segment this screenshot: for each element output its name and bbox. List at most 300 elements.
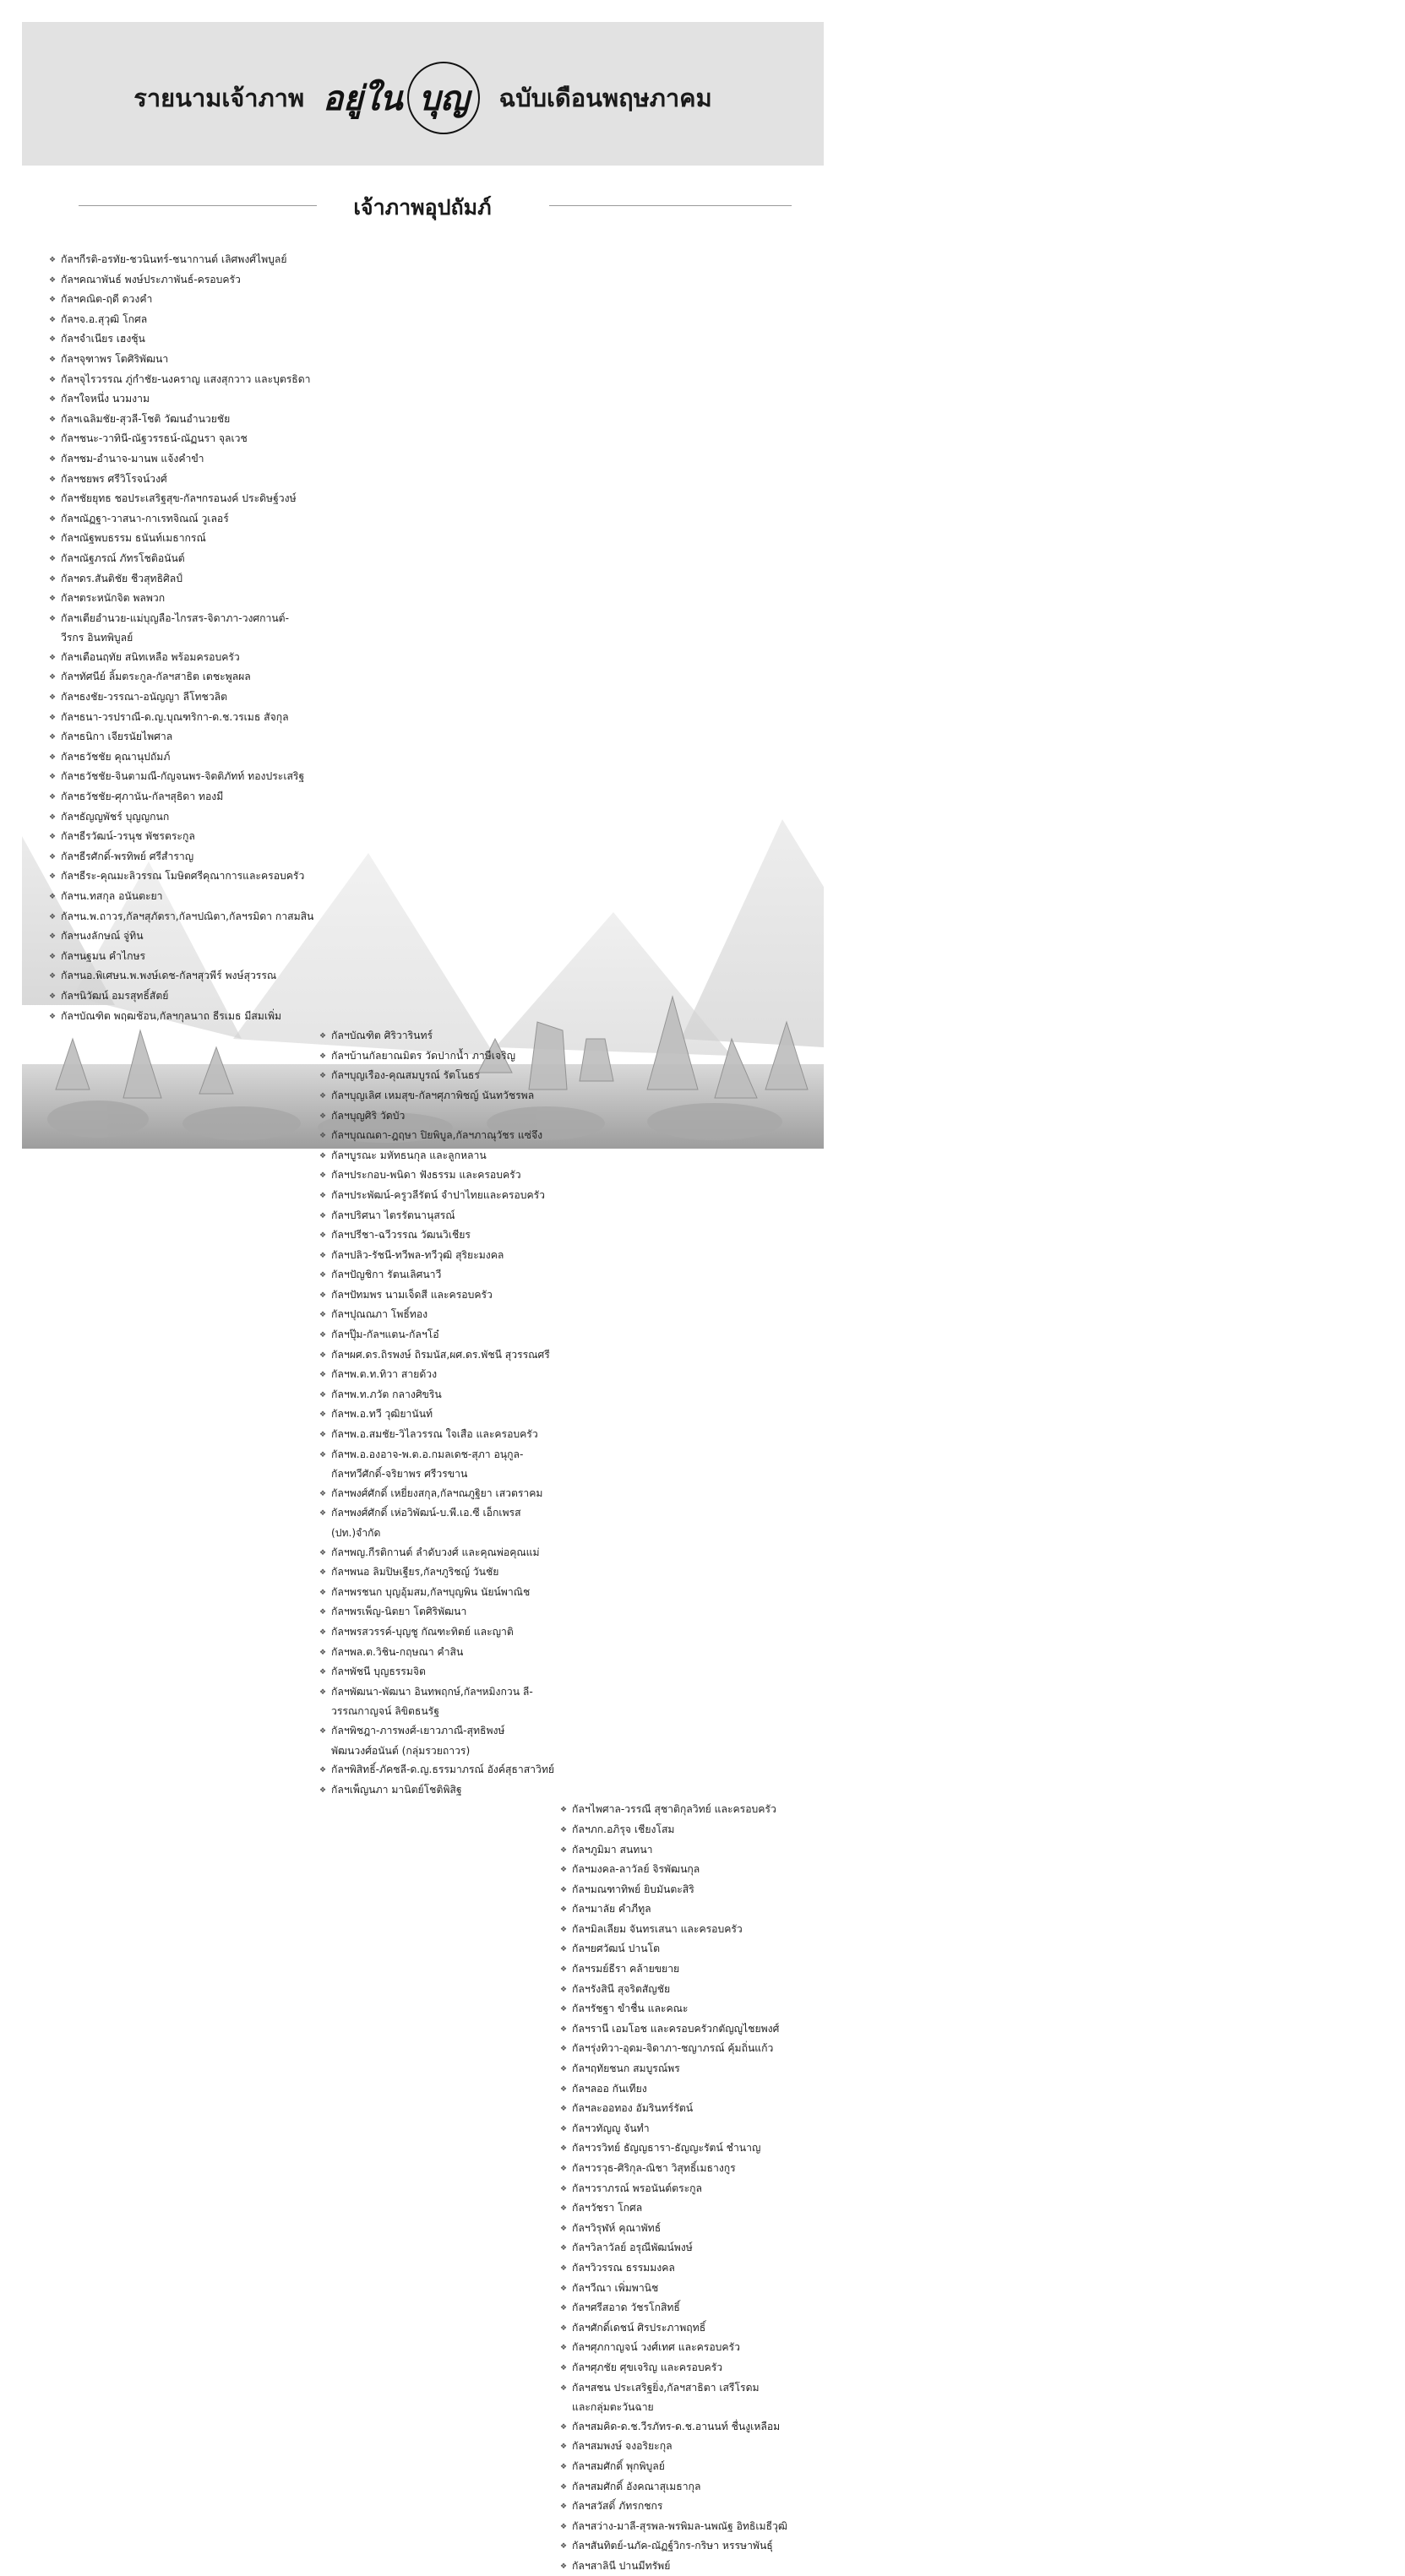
sponsor-entry <box>560 1800 1405 1820</box>
sponsor-name: วรรณกาญจน์ ลิขิตธนรัฐ <box>331 1705 439 1718</box>
sponsor-entry-continuation <box>319 1465 1164 1484</box>
sponsor-entry <box>49 270 894 291</box>
diamond-bullet-icon: ❖ <box>560 2522 568 2531</box>
sponsor-entry <box>560 1920 1405 1940</box>
sponsor-name: กัลฯบ้านกัลยาณมิตร วัดปากน้ำ ภาษีเจริญ <box>331 1049 516 1062</box>
sponsor-entry <box>560 2258 1405 2279</box>
sponsor-entry <box>49 290 894 310</box>
sponsor-entry <box>319 1345 1164 1366</box>
sponsor-entry <box>49 470 894 490</box>
diamond-bullet-icon: ❖ <box>560 2383 568 2393</box>
sponsor-name: กัลฯวทัญญู จันทำ <box>572 2122 650 2134</box>
sponsor-entry <box>319 1543 1164 1563</box>
sponsor-name: กัลฯพ.ท.ภวัต กลางศิขริน <box>331 1388 442 1400</box>
sponsor-entry <box>319 1643 1164 1663</box>
diamond-bullet-icon: ❖ <box>49 315 57 324</box>
sponsor-entry <box>49 867 894 887</box>
diamond-bullet-icon: ❖ <box>319 1588 327 1597</box>
sponsor-name: กัลฯพิชฎา-ภารพงศ์-เยาวภาณี-สุทธิพงษ์ <box>331 1724 505 1736</box>
sponsor-name: กัลฯจุไรวรรณ ภู่กำชัย-นงคราญ แสงสุกวาว และบุตรธิดา <box>61 372 311 385</box>
diamond-bullet-icon: ❖ <box>49 833 57 842</box>
diamond-bullet-icon: ❖ <box>560 2482 568 2492</box>
sponsor-name: กัลฯทัศนีย์ ลิ้มตระกูล-กัลฯสาธิต เตชะพูลผล <box>61 671 251 683</box>
diamond-bullet-icon: ❖ <box>560 2065 568 2074</box>
diamond-bullet-icon: ❖ <box>560 1905 568 1915</box>
diamond-bullet-icon: ❖ <box>560 2462 568 2471</box>
sponsor-name: กัลฯวรวุธ-ศิริกุล-ณิชา วิสุทธิ์เมธางกูร <box>572 2162 736 2174</box>
sponsor-entry <box>319 1760 1164 1780</box>
sponsor-name: กัลฯธีรศักดิ์-พรทิพย์ ศรีสำราญ <box>61 850 194 862</box>
sponsor-entry <box>319 1662 1164 1682</box>
diamond-bullet-icon: ❖ <box>319 1726 327 1736</box>
sponsor-entry-continuation <box>319 1524 1164 1543</box>
sponsor-entry <box>49 549 894 569</box>
sponsor-entry <box>319 1780 1164 1801</box>
sponsor-entry <box>560 2279 1405 2299</box>
sponsor-entry <box>319 1026 1164 1046</box>
diamond-bullet-icon: ❖ <box>319 1568 327 1578</box>
sponsor-name: กัลฯบูรณะ มหัทธนกุล และลูกหลาน <box>331 1149 487 1161</box>
diamond-bullet-icon: ❖ <box>319 1211 327 1220</box>
diamond-bullet-icon: ❖ <box>319 1648 327 1657</box>
diamond-bullet-icon: ❖ <box>560 1985 568 1994</box>
sponsor-entry <box>319 1583 1164 1603</box>
sponsor-entry <box>560 2477 1405 2497</box>
sponsor-name: กัลฯภก.อภิรุจ เชียงโสม <box>572 1823 675 1835</box>
header-banner <box>22 22 824 166</box>
sponsor-name: กัลฯคณาพันธ์ พงษ์ประภาพันธ์-ครอบครัว <box>61 273 241 285</box>
sponsor-name: กัลฯจำเนียร เฮงชุ้น <box>61 333 145 345</box>
sponsor-name: กัลฯปริศนา ไตรรัตนานุสรณ์ <box>331 1209 455 1221</box>
diamond-bullet-icon: ❖ <box>319 1052 327 1061</box>
sponsor-name: กัลฯเตือนฤทัย สนิทเหลือ พร้อมครอบครัว <box>61 650 240 663</box>
diamond-bullet-icon: ❖ <box>49 992 57 1001</box>
sponsor-name: กัลฯฤทัยชนก สมบูรณ์พร <box>572 2062 680 2075</box>
sponsor-name: กัลฯพัชนี บุญธรรมจิต <box>331 1666 426 1678</box>
sponsor-name: กัลฯพล.ต.วิชิน-กฤษณา คำสิน <box>331 1645 464 1658</box>
sponsor-entry <box>319 1365 1164 1385</box>
sponsor-entry <box>560 2338 1405 2358</box>
sponsor-name: กัลฯพิสิทธิ์-ภัคชลี-ด.ญ.ธรรมาภรณ์ อังค์สุธาสาวิทย์ <box>331 1764 555 1776</box>
diamond-bullet-icon: ❖ <box>319 1687 327 1697</box>
diamond-bullet-icon: ❖ <box>560 2204 568 2214</box>
sponsor-entry <box>560 1860 1405 1880</box>
diamond-bullet-icon: ❖ <box>49 812 57 822</box>
sponsor-entry <box>49 389 894 410</box>
sponsor-name: กัลฯวิลาวัลย์ อรุณีพัฒน์พงษ์ <box>572 2242 693 2254</box>
diamond-bullet-icon: ❖ <box>49 713 57 722</box>
diamond-bullet-icon: ❖ <box>560 2363 568 2372</box>
sponsor-entry <box>49 429 894 449</box>
diamond-bullet-icon: ❖ <box>560 1825 568 1834</box>
sponsor-entry <box>319 1186 1164 1206</box>
sponsor-name: กัลฯพงศ์ศักดิ์ เห่อวิพัฒน์-บ.พี.เอ.ซี เอ็กเพรส <box>331 1507 521 1519</box>
diamond-bullet-icon: ❖ <box>319 1271 327 1280</box>
sponsor-entry <box>560 2179 1405 2199</box>
sponsor-entry <box>319 1106 1164 1127</box>
sponsor-name: กัลฯบุญศิริ วัดบัว <box>331 1109 406 1122</box>
sponsor-entry <box>49 648 894 668</box>
sponsor-entry <box>49 787 894 807</box>
diamond-bullet-icon: ❖ <box>49 256 57 264</box>
sponsor-name: กัลฯวราภรณ์ พรอนันต์ตระกูล <box>572 2182 703 2194</box>
diamond-bullet-icon: ❖ <box>319 1111 327 1121</box>
sponsor-entry <box>560 2536 1405 2557</box>
diamond-bullet-icon: ❖ <box>560 2005 568 2014</box>
sponsor-name: กัลฯนฐมน คำไกษร <box>61 949 146 962</box>
sponsor-entry <box>560 2318 1405 2339</box>
sponsor-entry <box>49 986 894 1007</box>
diamond-bullet-icon: ❖ <box>49 435 57 444</box>
sponsor-entry <box>560 2019 1405 2040</box>
sponsor-name: กัลฯปลิว-รัชนี-ทวีพล-ทวีวุฒิ สุริยะมงคล <box>331 1248 504 1261</box>
sponsor-name: กัลฯรังสินี สุจริตสัญชัย <box>572 1982 671 1995</box>
sponsor-entry <box>319 1405 1164 1425</box>
diamond-bullet-icon: ❖ <box>319 1489 327 1498</box>
diamond-bullet-icon: ❖ <box>49 535 57 544</box>
sponsor-entry <box>319 1602 1164 1622</box>
sponsor-name: กัลฯพ.อ.องอาจ-พ.ต.อ.กมลเดช-สุภา อนุกูล- <box>331 1448 524 1460</box>
sponsor-name: กัลฯดร.สันติชัย ชีวสุทธิศิลป์ <box>61 572 182 584</box>
header-right-title: ฉบับเดือนพฤษภาคม <box>498 84 712 112</box>
diamond-bullet-icon: ❖ <box>319 1350 327 1360</box>
diamond-bullet-icon: ❖ <box>319 1431 327 1440</box>
diamond-bullet-icon: ❖ <box>319 1766 327 1775</box>
diamond-bullet-icon: ❖ <box>319 1628 327 1637</box>
sponsor-entry <box>319 1721 1164 1742</box>
diamond-bullet-icon: ❖ <box>49 375 57 384</box>
sponsor-entry <box>319 1305 1164 1325</box>
diamond-bullet-icon: ❖ <box>49 574 57 584</box>
sponsor-entry <box>560 2298 1405 2318</box>
sponsor-name: กัลฯพัฒนา-พัฒนา อินทพฤกษ์,กัลฯหมิงกวน ลี- <box>331 1685 533 1698</box>
sponsor-name: กัลฯชยพร ศรีวิโรจน์วงศ์ <box>61 472 167 485</box>
sponsor-entry <box>560 2378 1405 2399</box>
diamond-bullet-icon: ❖ <box>560 2443 568 2452</box>
diamond-bullet-icon: ❖ <box>49 733 57 742</box>
sponsor-name: กัลฯใจหนึ่ง นวมงาม <box>61 393 150 405</box>
sponsor-name: กัลฯเตียอำนวย-แม่บุญลือ-ไกรสร-จิดาภา-วงศกานต์- <box>61 611 289 624</box>
sponsor-entry <box>560 2557 1405 2576</box>
sponsor-entry <box>49 907 894 927</box>
sponsor-name: กัลฯศรีสอาด วัชรโกสิทธิ์ <box>572 2302 680 2314</box>
sponsor-entry <box>319 1126 1164 1146</box>
diamond-bullet-icon: ❖ <box>49 653 57 662</box>
sponsor-name: กัลฯผศ.ดร.ถิรพงษ์ ถิรมนัส,ผศ.ดร.พัชนี สุวรรณศรี <box>331 1348 550 1361</box>
sponsor-name: กัลฯลออ กันเทียง <box>572 2082 647 2095</box>
logo-circle-text: บุญ <box>418 79 470 118</box>
sponsor-name: กัลฯวัชรา โกศล <box>572 2202 643 2215</box>
sponsor-entry <box>49 966 894 986</box>
sponsor-entry-continuation <box>560 2398 1405 2417</box>
diamond-bullet-icon: ❖ <box>560 1845 568 1855</box>
diamond-bullet-icon: ❖ <box>319 1151 327 1160</box>
sponsor-name: กัลฯชม-อำนาจ-มานพ แจ้งคำขำ <box>61 452 204 465</box>
sponsor-name: กัลฯศักดิ์เดชน์ ศิรประภาพฤทธิ์ <box>572 2321 706 2334</box>
sponsor-name: กัลฯมาลัย คำภีทูล <box>572 1903 651 1916</box>
sponsor-name: กัลฯบุญเรือง-คุณสมบูรณ์ รัตโนธร <box>331 1069 480 1082</box>
diamond-bullet-icon: ❖ <box>319 1390 327 1399</box>
sponsor-entry <box>319 1246 1164 1266</box>
sponsor-name: กัลฯรมย์ธีรา คล้ายขยาย <box>572 1963 680 1975</box>
sponsor-name: กัลฯพ.ต.ท.ทิวา สายด้วง <box>331 1368 438 1381</box>
sponsor-name: กัลฯธัญญพัชร์ บุญญกนก <box>61 810 170 823</box>
sponsor-entry <box>319 1682 1164 1703</box>
diamond-bullet-icon: ❖ <box>49 773 57 782</box>
sponsor-name: กัลฯจุฑาพร โตศิริพัฒนา <box>61 352 169 365</box>
diamond-bullet-icon: ❖ <box>319 1091 327 1101</box>
sponsor-name: กัลฯเพ็ญนภา มานิตย์โชติพิสิฐ <box>331 1783 462 1796</box>
diamond-bullet-icon: ❖ <box>319 1231 327 1241</box>
sponsor-column-1 <box>49 250 894 1026</box>
sponsor-name: กัลฯวรวิทย์ ธัญญธารา-ธัญญะรัตน์ ชำนาญ <box>572 2142 761 2155</box>
diamond-bullet-icon: ❖ <box>49 893 57 901</box>
sponsor-entry <box>319 1146 1164 1166</box>
sponsor-entry <box>560 2517 1405 2537</box>
sponsor-entry <box>49 947 894 967</box>
sponsor-entry <box>49 667 894 687</box>
sponsor-entry <box>49 1007 894 1027</box>
sponsor-name: กัลฯปุณณภา โพธิ์ทอง <box>331 1308 428 1321</box>
diamond-bullet-icon: ❖ <box>49 972 57 981</box>
diamond-bullet-icon: ❖ <box>560 2024 568 2034</box>
sponsor-name: กัลฯธวัชชัย-จินตามณี-กัญจนพร-จิตติภัทท์ ทองประเสริฐ <box>61 770 305 783</box>
diamond-bullet-icon: ❖ <box>49 614 57 623</box>
diamond-bullet-icon: ❖ <box>49 415 57 424</box>
sponsor-name: กัลฯนิวัฒน์ อมรสุทธิ์สัตย์ <box>61 989 169 1002</box>
diamond-bullet-icon: ❖ <box>319 1311 327 1320</box>
sponsor-entry <box>560 1840 1405 1861</box>
diamond-bullet-icon: ❖ <box>49 454 57 464</box>
diamond-bullet-icon: ❖ <box>560 2124 568 2133</box>
sponsor-name: (ปท.)จำกัด <box>331 1527 381 1539</box>
diamond-bullet-icon: ❖ <box>560 1806 568 1815</box>
sponsor-entry <box>560 2039 1405 2059</box>
sponsor-entry <box>319 1285 1164 1306</box>
sponsor-name: กัลฯไพศาล-วรรณี สุชาติกุลวิทย์ และครอบครัว <box>572 1803 776 1816</box>
diamond-bullet-icon: ❖ <box>560 1945 568 1954</box>
diamond-bullet-icon: ❖ <box>49 495 57 504</box>
sponsor-entry <box>319 1226 1164 1246</box>
sponsor-entry <box>319 1166 1164 1186</box>
sponsor-name: กัลฯพงศ์ศักดิ์ เหยี่ยงสกุล,กัลฯณภูฐิยา เสวตราคม <box>331 1486 543 1499</box>
sponsor-name: กัลฯสมพงษ์ จงอริยะกุล <box>572 2440 673 2453</box>
sponsor-entry <box>49 329 894 350</box>
sponsor-name: กัลฯสันทิตย์-นภัค-ณัฏฐ์วิกร-กริษา หรรษาพันธุ์ <box>572 2540 773 2552</box>
sponsor-entry <box>49 489 894 509</box>
sponsor-entry <box>560 2238 1405 2258</box>
sponsor-name: กัลฯวิวรรณ ธรรมมงคล <box>572 2261 675 2274</box>
sponsor-entry <box>49 708 894 728</box>
section-title-text: เจ้าภาพอุปถัมภ์ <box>353 195 492 220</box>
diamond-bullet-icon: ❖ <box>560 2184 568 2193</box>
sponsor-name: กัลฯพรเพ็ญ-นิตยา โตศิริพัฒนา <box>331 1606 467 1618</box>
diamond-bullet-icon: ❖ <box>319 1251 327 1260</box>
sponsor-name: กัลฯกีรติ-อรทัย-ชวนินทร์-ชนากานต์ เลิศพงศ์ไพบูลย์ <box>61 253 287 265</box>
sponsor-name: กัลฯพญ.กีรติกานต์ ลำดับวงศ์ และคุณพ่อคุณแม่ <box>331 1546 540 1558</box>
diamond-bullet-icon: ❖ <box>319 1785 327 1795</box>
sponsor-name: กัลฯคณิต-ฤดี ดวงคำ <box>61 293 153 306</box>
diamond-bullet-icon: ❖ <box>49 1012 57 1021</box>
section-title <box>0 191 845 225</box>
sponsor-entry <box>49 747 894 768</box>
diamond-bullet-icon: ❖ <box>560 2045 568 2054</box>
sponsor-entry <box>319 1086 1164 1106</box>
sponsor-name: กัลฯปัญชิกา รัตนเลิศนาวี <box>331 1269 442 1281</box>
diamond-bullet-icon: ❖ <box>319 1032 327 1041</box>
sponsor-name: กัลฯเฉลิมชัย-สุวลี-โชติ วัฒนอำนวยชัย <box>61 412 231 425</box>
sponsor-entry <box>560 2099 1405 2119</box>
diamond-bullet-icon: ❖ <box>49 475 57 484</box>
sponsor-name: กัลฯสว่าง-มาลี-สุรพล-พรพิมล-นพณัฐ อิทธิเมธีวุฒิ <box>572 2519 787 2532</box>
diamond-bullet-icon: ❖ <box>49 335 57 345</box>
sponsor-name: พัฒนวงศ์อนันต์ (กลุ่มรวยถาวร) <box>331 1744 471 1757</box>
sponsor-name: กัลฯน.พ.ถาวร,กัลฯสุภัตรา,กัลฯปณิตา,กัลฯรมิดา กาสมสิน <box>61 910 314 922</box>
sponsor-name: กัลฯศุภชัย ศุขเจริญ และครอบครัว <box>572 2361 723 2373</box>
diamond-bullet-icon: ❖ <box>560 2284 568 2293</box>
sponsor-entry <box>560 1959 1405 1980</box>
sponsor-entry <box>560 1980 1405 2000</box>
diamond-bullet-icon: ❖ <box>49 852 57 861</box>
diamond-bullet-icon: ❖ <box>319 1371 327 1380</box>
sponsor-entry <box>560 2497 1405 2517</box>
diamond-bullet-icon: ❖ <box>560 1965 568 1975</box>
sponsor-entry <box>319 1622 1164 1643</box>
sponsor-name: กัลฯรานี เอมโอช และครอบครัวกตัญญูไชยพงศ์ <box>572 2022 780 2035</box>
sponsor-entry <box>49 509 894 530</box>
diamond-bullet-icon: ❖ <box>560 2244 568 2253</box>
sponsor-name: กัลฯสมศักดิ์ พุกพิบูลย์ <box>572 2459 665 2472</box>
diamond-bullet-icon: ❖ <box>560 2084 568 2094</box>
sponsor-entry <box>319 1503 1164 1524</box>
sponsor-entry <box>49 887 894 907</box>
sponsor-name: กัลฯชนะ-วาทินี-ณัฐวรรธน์-ณัฏนรา จุลเวช <box>61 432 248 445</box>
sponsor-name: กัลฯตระหนักจิต พลพวก <box>61 592 166 605</box>
sponsor-entry <box>560 1899 1405 1920</box>
sponsor-name: กัลฯสมคิด-ด.ช.วีรภัทร-ด.ช.อานนท์ ชื่นงูเหลือม <box>572 2420 781 2432</box>
sponsor-name: กัลฯทวีศักดิ์-จริยาพร ศรีวรขาน <box>331 1468 468 1481</box>
sponsor-name: กัลฯธีระ-คุณมะลิวรรณ โมษิตศรีคุณาการและครอบครัว <box>61 870 305 883</box>
sponsor-name: กัลฯพ.อ.ทวี วุฒิยานันท์ <box>331 1408 433 1421</box>
sponsor-name: กัลฯประกอบ-พนิดา ฟังธรรม และครอบครัว <box>331 1169 521 1182</box>
diamond-bullet-icon: ❖ <box>49 912 57 921</box>
sponsor-entry <box>319 1066 1164 1086</box>
sponsor-entry <box>49 847 894 867</box>
sponsor-name: กัลฯธวัชชัย-ศุภานัน-กัลฯสุธิดา ทองมี <box>61 791 224 803</box>
divider-right <box>549 205 792 206</box>
sponsor-name: กัลฯมงคล-ลาวัลย์ จิรพัฒนกุล <box>572 1863 700 1876</box>
sponsor-entry <box>49 589 894 609</box>
sponsor-entry <box>560 2059 1405 2079</box>
diamond-bullet-icon: ❖ <box>49 753 57 762</box>
sponsor-name: กัลฯศุภกาญจน์ วงศ์เทศ และครอบครัว <box>572 2341 740 2354</box>
sponsor-entry <box>560 2358 1405 2378</box>
sponsor-column-2 <box>319 1026 1164 1800</box>
sponsor-name: กัลฯณัฏฐา-วาสนา-กาเรทจิณณ์ วูเลอร์ <box>61 512 229 524</box>
diamond-bullet-icon: ❖ <box>49 872 57 882</box>
sponsor-name: กัลฯภูมิมา สนทนา <box>572 1843 653 1856</box>
sponsor-entry <box>319 1265 1164 1285</box>
sponsor-entry <box>49 250 894 270</box>
sponsor-entry <box>49 727 894 747</box>
sponsor-name: กัลฯณัฐภรณ์ ภัทรโชติอนันต์ <box>61 552 185 564</box>
sponsor-name: กัลฯยศวัฒน์ ปานโต <box>572 1943 660 1955</box>
diamond-bullet-icon: ❖ <box>49 395 57 405</box>
diamond-bullet-icon: ❖ <box>49 595 57 604</box>
sponsor-name: กัลฯสวัสดิ์ ภัทรกชกร <box>572 2500 663 2513</box>
diamond-bullet-icon: ❖ <box>49 514 57 524</box>
sponsor-entry <box>319 1385 1164 1405</box>
diamond-bullet-icon: ❖ <box>319 1509 327 1519</box>
sponsor-name: กัลฯพรสวรรค์-บุญชู กัณฑะทิตย์ และญาติ <box>331 1625 514 1638</box>
sponsor-entry-continuation <box>319 1742 1164 1761</box>
sponsor-name: กัลฯบัณฑิต ศิริวารินทร์ <box>331 1030 433 1042</box>
diamond-bullet-icon: ❖ <box>49 554 57 563</box>
sponsor-entry <box>560 2417 1405 2437</box>
diamond-bullet-icon: ❖ <box>319 1171 327 1181</box>
diamond-bullet-icon: ❖ <box>49 793 57 802</box>
diamond-bullet-icon: ❖ <box>319 1191 327 1200</box>
sponsor-entry <box>319 1562 1164 1583</box>
sponsor-entry <box>49 310 894 330</box>
sponsor-name: กัลฯณัฐพบธรรม ธนันท์เมธากรณ์ <box>61 532 206 545</box>
diamond-bullet-icon: ❖ <box>319 1331 327 1340</box>
sponsor-entry <box>560 1820 1405 1840</box>
sponsor-entry <box>319 1425 1164 1445</box>
diamond-bullet-icon: ❖ <box>319 1410 327 1420</box>
sponsor-name: กัลฯน.ทสกุล อนันตะยา <box>61 890 163 902</box>
diamond-bullet-icon: ❖ <box>560 1925 568 1934</box>
header-left-title: รายนามเจ้าภาพ <box>133 84 305 112</box>
diamond-bullet-icon: ❖ <box>560 2542 568 2552</box>
sponsor-name: กัลฯละออทอง อัมรินทร์รัตน์ <box>572 2102 694 2115</box>
diamond-bullet-icon: ❖ <box>560 1866 568 1875</box>
sponsor-entry <box>560 2159 1405 2179</box>
sponsor-name: กัลฯปรีชา-ฉวีวรรณ วัฒนวิเชียร <box>331 1229 471 1242</box>
sponsor-entry-continuation <box>49 628 894 648</box>
sponsor-entry <box>560 1939 1405 1959</box>
sponsor-name: กัลฯมิลเลียม จันทรเสนา และครอบครัว <box>572 1922 743 1935</box>
sponsor-entry <box>560 2198 1405 2219</box>
sponsor-name: กัลฯบุญเลิศ เหมสุข-กัลฯศุภาพิชญ์ นันทวัชรพล <box>331 1089 535 1101</box>
sponsor-name: กัลฯรุ่งทิวา-อุดม-จิดาภา-ชญาภรณ์ คุ้มถิ่นแก้ว <box>572 2042 774 2055</box>
sponsor-name: กัลฯรัชฐา ขำชื่น และคณะ <box>572 2003 689 2015</box>
sponsor-entry <box>49 410 894 430</box>
diamond-bullet-icon: ❖ <box>560 2323 568 2333</box>
sponsor-entry <box>49 350 894 370</box>
diamond-bullet-icon: ❖ <box>560 2304 568 2313</box>
sponsor-name: กัลฯพรชนก บุญอุ้มสม,กัลฯบุญพิน นัยน์พาณิช <box>331 1585 531 1598</box>
sponsor-name: กัลฯบุณณดา-ฎฤษา ปิยพิบูล,กัลฯภาณุวัชร แซ่จึง <box>331 1129 543 1142</box>
sponsor-entry <box>560 2219 1405 2239</box>
diamond-bullet-icon: ❖ <box>560 2264 568 2273</box>
publication-logo <box>323 62 480 134</box>
sponsor-column-3 <box>560 1800 1405 2576</box>
sponsor-name: กัลฯมณฑาทิพย์ ยิบมันตะสิริ <box>572 1883 694 1895</box>
diamond-bullet-icon: ❖ <box>49 693 57 703</box>
diamond-bullet-icon: ❖ <box>560 2422 568 2432</box>
diamond-bullet-icon: ❖ <box>49 932 57 942</box>
sponsor-name: กัลฯพนอ ลิมปิษเฐียร,กัลฯภูริชญ์ วันชัย <box>331 1566 499 1579</box>
diamond-bullet-icon: ❖ <box>319 1291 327 1300</box>
sponsor-entry <box>49 370 894 390</box>
sponsor-name: กัลฯจ.อ.สุวุฒิ โกศล <box>61 312 148 325</box>
sponsor-entry <box>319 1484 1164 1504</box>
sponsor-name: กัลฯวิรุฬห์ คุณาพัทธ์ <box>572 2221 662 2234</box>
sponsor-name: กัลฯชัยยุทธ ชอประเสริฐสุข-กัลฯกรอนงค์ ประดิษฐ์วงษ์ <box>61 492 297 505</box>
header-title-row <box>22 64 824 132</box>
sponsor-name: กัลฯธงชัย-วรรณา-อนัญญา ลีโทชวลิต <box>61 691 228 704</box>
